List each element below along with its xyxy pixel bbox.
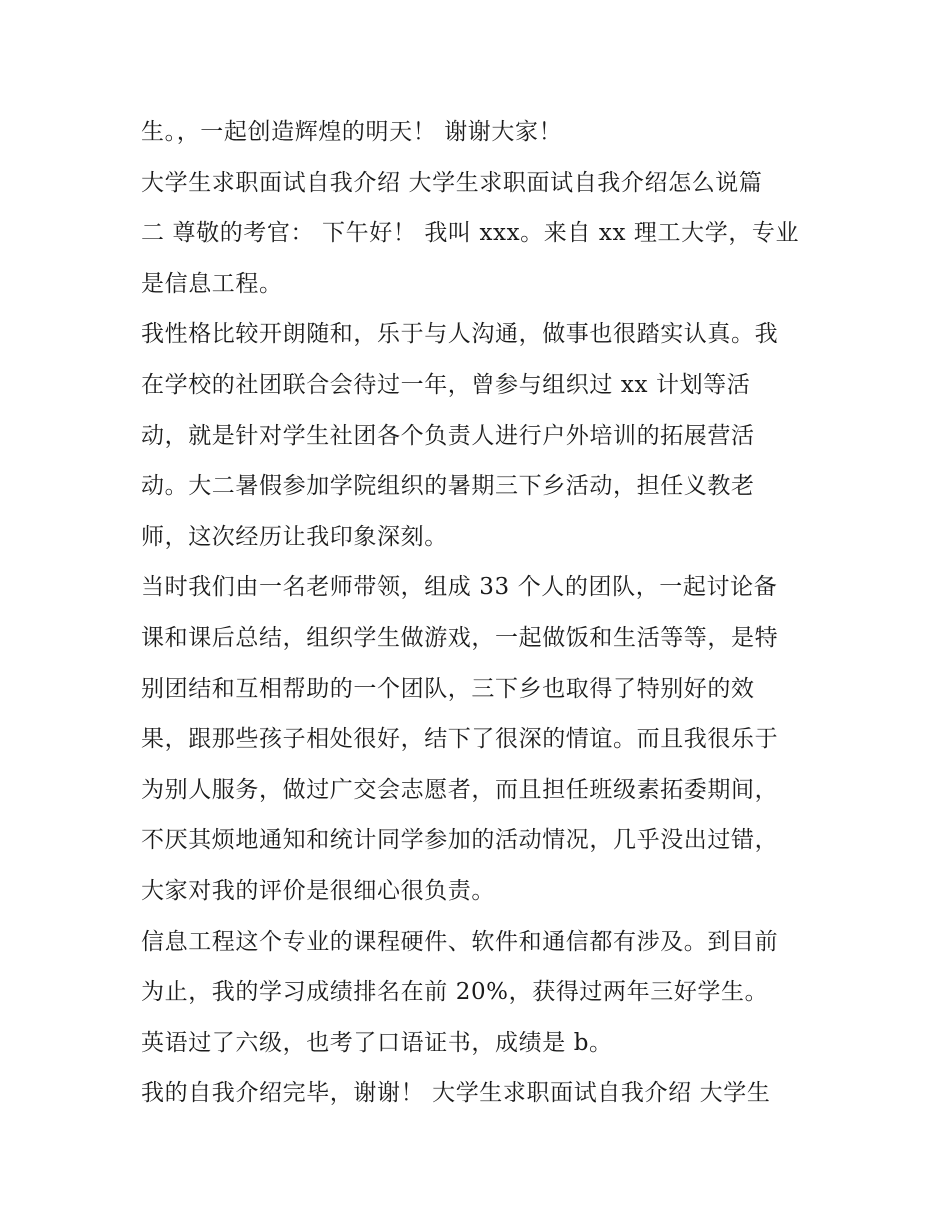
text-line-20: 我的自我介绍完毕，谢谢！ 大学生求职面试自我介绍 大学生 — [141, 1080, 771, 1107]
text-line-11: 课和课后总结，组织学生做游戏，一起做饭和生活等等，是特 — [141, 624, 779, 651]
text-line-18: 为止，我的学习成绩排名在前 20%，获得过两年三好学生。 — [141, 979, 769, 1006]
text-line-9: 师，这次经历让我印象深刻。 — [141, 523, 448, 550]
text-line-5: 我性格比较开朗随和，乐于与人沟通，做事也很踏实认真。我 — [141, 321, 779, 348]
text-line-1: 生。，一起创造辉煌的明天！ 谢谢大家！ — [141, 119, 563, 145]
text-line-7: 动，就是针对学生社团各个负责人进行户外培训的拓展营活 — [141, 422, 755, 449]
text-line-13: 果，跟那些孩子相处很好，结下了很深的情谊。而且我很乐于 — [141, 726, 779, 753]
text-line-6: 在学校的社团联合会待过一年，曾参与组织过 xx 计划等活 — [141, 371, 751, 398]
text-line-4: 是信息工程。 — [141, 270, 283, 297]
text-line-12: 别团结和互相帮助的一个团队，三下乡也取得了特别好的效 — [141, 675, 755, 702]
text-line-3: 二 尊敬的考官： 下午好！ 我叫 xxx。来自 xx 理工大学，专业 — [141, 220, 800, 247]
text-line-15: 不厌其烦地通知和统计同学参加的活动情况，几乎没出过错， — [141, 827, 779, 854]
text-line-8: 动。大二暑假参加学院组织的暑期三下乡活动，担任义教老 — [141, 473, 755, 500]
text-line-19: 英语过了六级，也考了口语证书，成绩是 b。 — [141, 1029, 613, 1056]
text-line-14: 为别人服务，做过广交会志愿者，而且担任班级素拓委期间， — [141, 776, 779, 803]
document-body — [141, 107, 821, 1119]
text-line-16: 大家对我的评价是很细心很负责。 — [141, 877, 495, 904]
text-line-2: 大学生求职面试自我介绍 大学生求职面试自我介绍怎么说篇 — [141, 169, 763, 196]
text-line-10: 当时我们由一名老师带领，组成 33 个人的团队，一起讨论备 — [141, 574, 778, 601]
text-line-17: 信息工程这个专业的课程硬件、软件和通信都有涉及。到目前 — [141, 928, 779, 955]
